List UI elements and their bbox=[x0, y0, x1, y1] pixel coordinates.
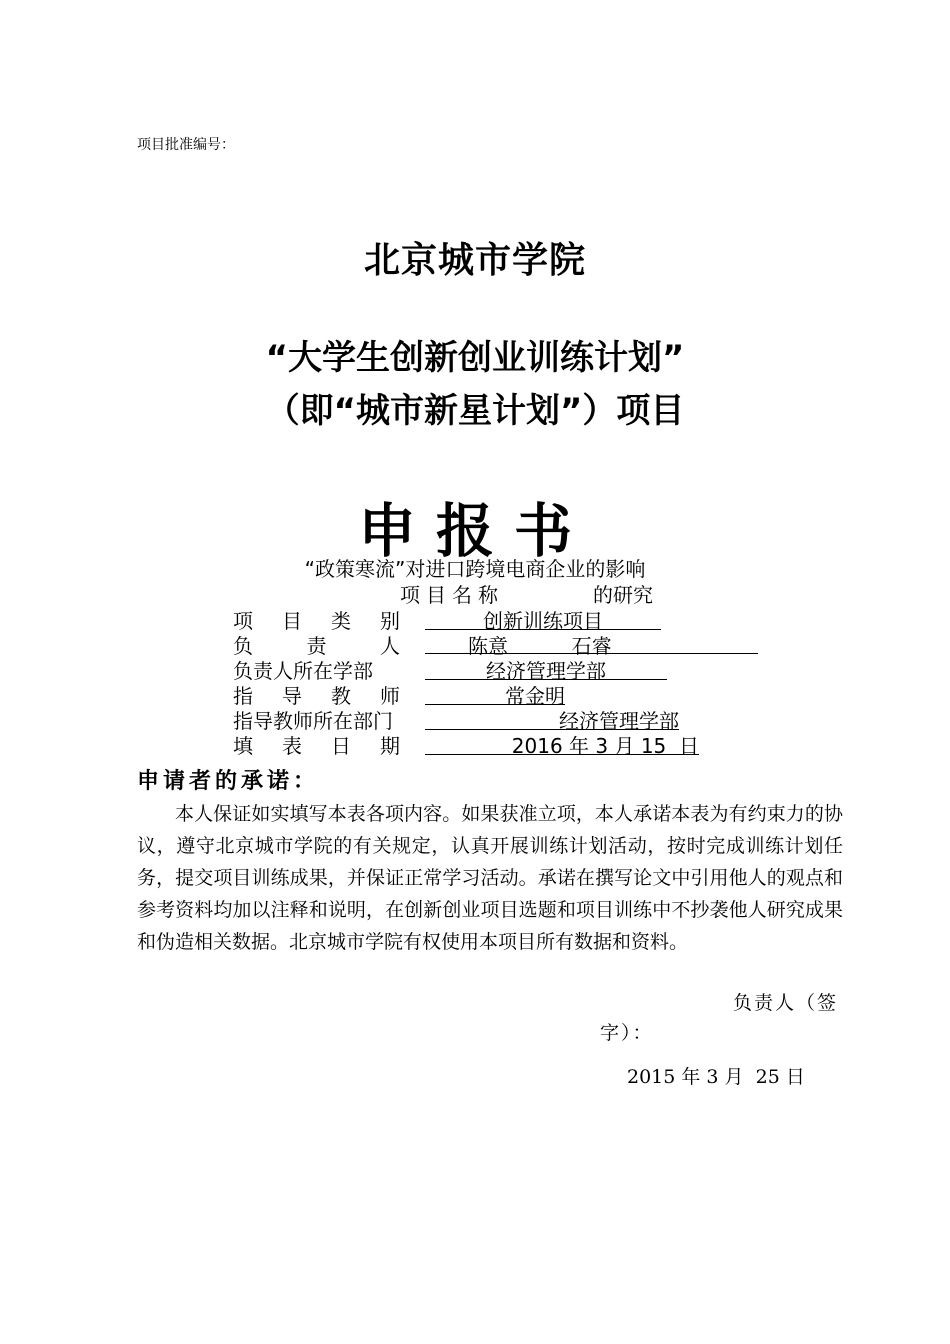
field-label-date bbox=[233, 730, 400, 759]
field-value-leader: 陈意 石睿 bbox=[425, 630, 758, 654]
field-value-category: 创新训练项目 bbox=[425, 605, 661, 630]
project-name-label: 项目名称 bbox=[400, 583, 504, 607]
label-char: 责 bbox=[306, 634, 327, 658]
label-char: 类 bbox=[331, 609, 351, 633]
label-char: 日 bbox=[331, 734, 351, 758]
plan-title-line2: （即“城市新星计划”）项目 bbox=[265, 391, 685, 431]
signature-label-line2: 字）： bbox=[600, 1022, 654, 1044]
field-value-date: 2016 年 3 月 15 日 bbox=[425, 730, 699, 755]
project-name-line2: 的研究 bbox=[593, 583, 653, 607]
promise-heading: 申请者的承诺： bbox=[137, 769, 320, 794]
label-char: 指 bbox=[233, 684, 253, 708]
field-value-advisor: 常金明 bbox=[425, 680, 565, 705]
label-char: 填 bbox=[233, 734, 253, 758]
label-char: 负 bbox=[233, 634, 253, 658]
label-char: 表 bbox=[282, 734, 302, 758]
label-char: 期 bbox=[380, 734, 400, 758]
label-char: 人 bbox=[380, 634, 400, 658]
field-value-advisor-dept: 经济管理学部 bbox=[425, 705, 679, 730]
plan-title-line1: “大学生创新创业训练计划” bbox=[265, 338, 685, 378]
label-char: 负责人所在学部 bbox=[233, 659, 373, 683]
signature-label-line1: 负责人（签 bbox=[733, 992, 839, 1014]
label-char: 项 bbox=[233, 609, 253, 633]
project-name-line1: “政策寒流”对进口跨境电商企业的影响 bbox=[304, 557, 646, 581]
approval-number-label: 项目批准编号： bbox=[137, 137, 235, 153]
field-value-leader-dept: 经济管理学部 bbox=[425, 655, 667, 680]
document-title: 申报书 bbox=[357, 497, 592, 565]
promise-text: 本人保证如实填写本表各项内容。如果获准立项，本人承诺本表为有约束力的协议，遵守北京城市学院的有关规定，认真开展训练计划活动，按时完成训练计划任务，提交项目训练成果，并保证正常学习活动。承诺在撰写论文中引用他人的观点和参考资料均加以注释和说明，在创新创业项目选题和项目训练中不抄袭他人研究成果和伪造相关数据。北京城市学院有权使用本项目所有数据和资料。 bbox=[137, 803, 843, 953]
label-char: 教 bbox=[331, 684, 351, 708]
school-title: 北京城市学院 bbox=[363, 240, 586, 281]
label-char: 导 bbox=[282, 684, 302, 708]
label-char: 别 bbox=[380, 609, 400, 633]
label-char: 师 bbox=[380, 684, 400, 708]
label-char: 目 bbox=[282, 609, 302, 633]
signature-date: 2015 年 3 月 25 日 bbox=[627, 1066, 805, 1088]
label-char: 指导教师所在部门 bbox=[233, 709, 393, 733]
